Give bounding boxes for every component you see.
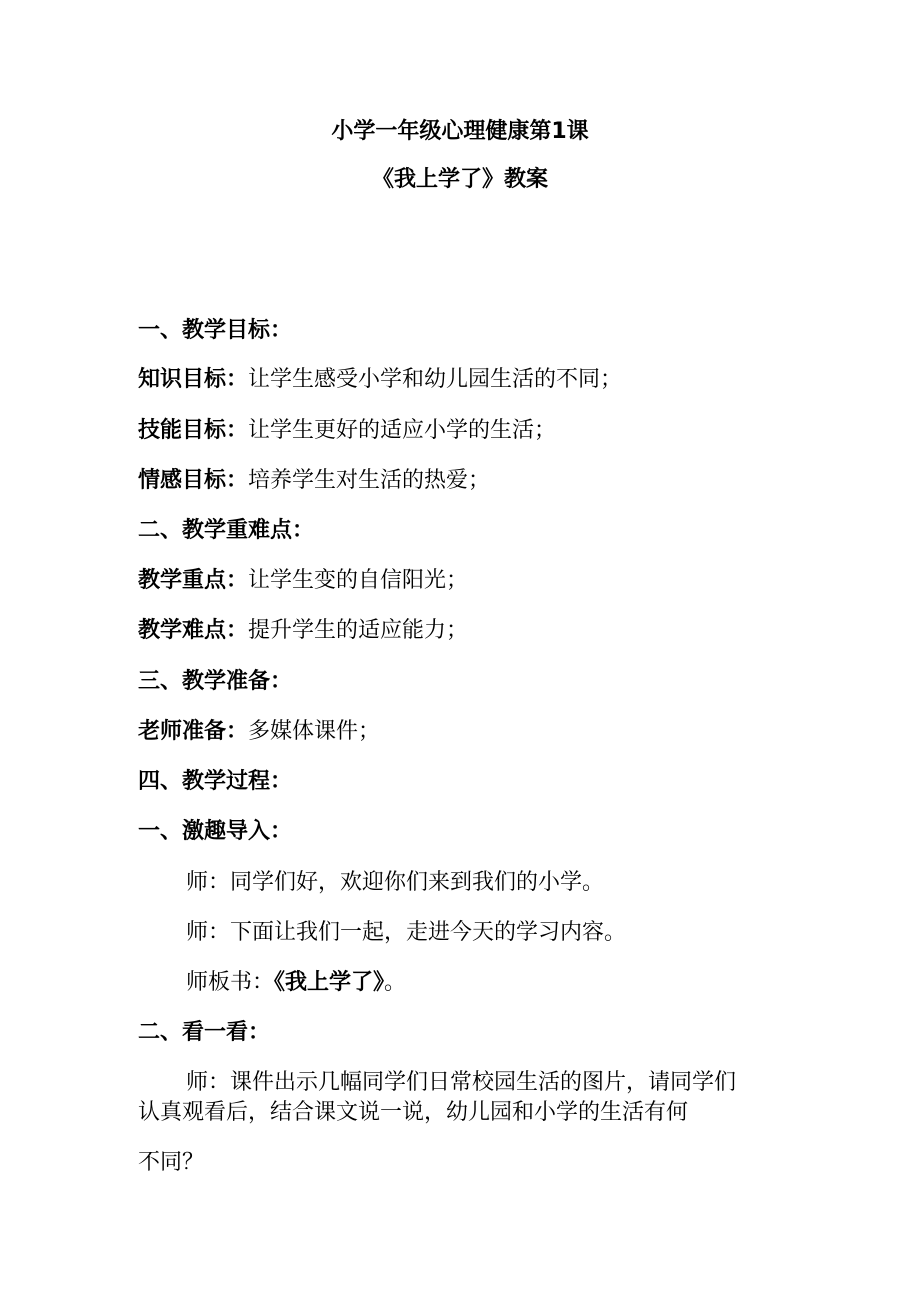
- section1-heading: 一、教学目标：: [138, 318, 293, 343]
- difficulty-label: 教学难点：: [138, 618, 249, 643]
- part1-line3: [186, 968, 406, 998]
- teacher-prep-line: [138, 717, 380, 747]
- knowledge-goal-label: 知识目标：: [138, 367, 249, 392]
- document-title-line2: 《我上学了》教案: [371, 167, 548, 192]
- board-writing-title: 《我上学了》: [274, 970, 385, 995]
- skill-goal-line: [138, 416, 556, 446]
- section4-heading: 四、教学过程：: [138, 769, 293, 794]
- teacher-prep-label: 老师准备：: [138, 719, 249, 744]
- knowledge-goal-line: [138, 365, 622, 395]
- key-point-label: 教学重点：: [138, 568, 249, 593]
- board-writing-prefix: 师板书：: [186, 970, 275, 995]
- section2-heading: 二、教学重难点：: [138, 518, 315, 543]
- part2-heading: 二、看一看：: [138, 1020, 271, 1045]
- difficulty-line: [138, 616, 468, 646]
- part2-line2: 认真观看后，结合课文说一说，幼儿园和小学的生活有何: [138, 1100, 689, 1125]
- key-point-text: 让学生变的自信阳光；: [248, 568, 469, 593]
- part1-line2: 师：下面让我们一起，走进今天的学习内容。: [186, 920, 627, 945]
- board-writing-suffix: 。: [384, 970, 407, 995]
- part2-line1: 师：课件出示几幅同学们日常校园生活的图片，请同学们: [186, 1070, 737, 1095]
- difficulty-text: 提升学生的适应能力；: [248, 618, 469, 643]
- teacher-prep-text: 多媒体课件；: [248, 719, 381, 744]
- emotion-goal-line: [138, 466, 490, 496]
- emotion-goal-label: 情感目标：: [138, 468, 249, 493]
- part1-heading: 一、激趣导入：: [138, 819, 293, 844]
- key-point-line: [138, 566, 468, 596]
- knowledge-goal-text: 让学生感受小学和幼儿园生活的不同；: [248, 367, 623, 392]
- skill-goal-label: 技能目标：: [138, 418, 249, 443]
- part2-line3: 不同？: [138, 1150, 205, 1175]
- emotion-goal-text: 培养学生对生活的热爱；: [248, 468, 491, 493]
- skill-goal-text: 让学生更好的适应小学的生活；: [248, 418, 557, 443]
- document-title-line1: 小学一年级心理健康第1课: [331, 119, 589, 144]
- section3-heading: 三、教学准备：: [138, 669, 293, 694]
- part1-line1: 师：同学们好，欢迎你们来到我们的小学。: [186, 870, 605, 895]
